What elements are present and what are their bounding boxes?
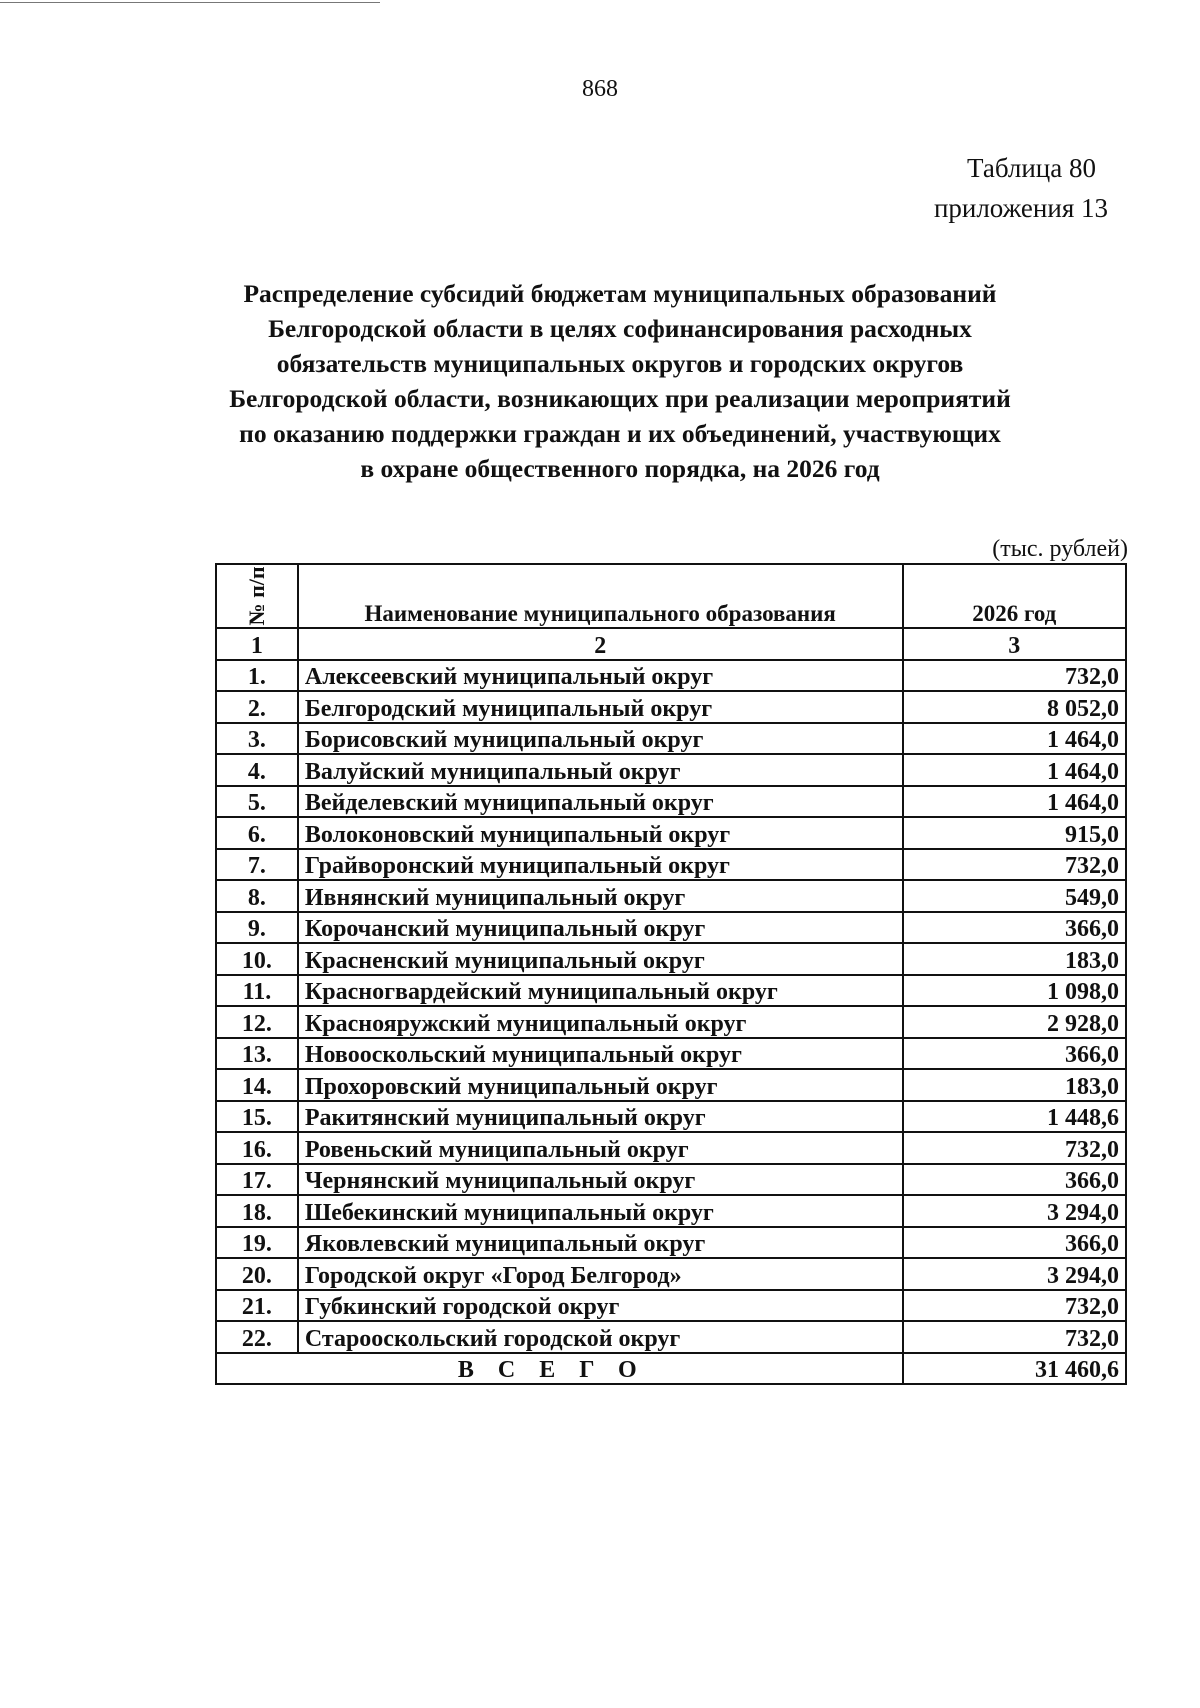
column-index-row — [216, 628, 1126, 660]
row-number: 13. — [216, 1038, 298, 1070]
table-row — [216, 723, 1126, 755]
row-value: 2 928,0 — [903, 1006, 1126, 1038]
total-row — [216, 1353, 1126, 1385]
table-reference-line-1: Таблица 80 — [967, 153, 1096, 183]
table-row — [216, 754, 1126, 786]
row-name: Корочанский муниципальный округ — [298, 912, 903, 944]
row-number: 14. — [216, 1069, 298, 1101]
row-value: 732,0 — [903, 660, 1126, 692]
row-name: Яковлевский муниципальный округ — [298, 1227, 903, 1259]
table-row — [216, 660, 1126, 692]
row-number: 19. — [216, 1227, 298, 1259]
row-value: 1 464,0 — [903, 786, 1126, 818]
scan-edge-line — [0, 2, 380, 3]
row-number: 9. — [216, 912, 298, 944]
row-name: Губкинский городской округ — [298, 1290, 903, 1322]
row-number: 17. — [216, 1164, 298, 1196]
row-name: Красногвардейский муниципальный округ — [298, 975, 903, 1007]
table-row — [216, 849, 1126, 881]
table-row — [216, 1132, 1126, 1164]
row-name: Волоконовский муниципальный округ — [298, 817, 903, 849]
table-row — [216, 786, 1126, 818]
table-row — [216, 1258, 1126, 1290]
header-name: Наименование муниципального образования — [298, 564, 903, 628]
table-header-row — [216, 564, 1126, 628]
row-value: 732,0 — [903, 1290, 1126, 1322]
row-number: 5. — [216, 786, 298, 818]
row-value: 915,0 — [903, 817, 1126, 849]
row-value: 183,0 — [903, 1069, 1126, 1101]
column-index: 2 — [298, 628, 903, 660]
row-name: Ровеньский муниципальный округ — [298, 1132, 903, 1164]
row-value: 3 294,0 — [903, 1195, 1126, 1227]
row-name: Чернянский муниципальный округ — [298, 1164, 903, 1196]
table-row — [216, 817, 1126, 849]
table-row — [216, 1101, 1126, 1133]
row-number: 4. — [216, 754, 298, 786]
table-row — [216, 1069, 1126, 1101]
table-row — [216, 1164, 1126, 1196]
row-value: 1 098,0 — [903, 975, 1126, 1007]
total-value: 31 460,6 — [903, 1353, 1126, 1385]
table-row — [216, 880, 1126, 912]
row-number: 18. — [216, 1195, 298, 1227]
row-name: Новооскольский муниципальный округ — [298, 1038, 903, 1070]
row-name: Грайворонский муниципальный округ — [298, 849, 903, 881]
title-line: в охране общественного порядка, на 2026 год — [360, 454, 880, 483]
table-reference-line-2: приложения 13 — [933, 193, 1108, 223]
title-line: Белгородской области в целях софинансирования расходных — [268, 314, 972, 343]
row-value: 366,0 — [903, 912, 1126, 944]
row-value: 1 464,0 — [903, 723, 1126, 755]
row-value: 732,0 — [903, 849, 1126, 881]
row-value: 183,0 — [903, 943, 1126, 975]
table-row — [216, 943, 1126, 975]
page-number: 868 — [582, 76, 618, 102]
table-row — [216, 975, 1126, 1007]
row-number: 1. — [216, 660, 298, 692]
column-index: 1 — [216, 628, 298, 660]
row-number: 8. — [216, 880, 298, 912]
row-number: 3. — [216, 723, 298, 755]
table-row — [216, 1195, 1126, 1227]
total-label: ВСЕГО — [216, 1353, 903, 1385]
units-note: (тыс. рублей) — [992, 536, 1128, 562]
table-reference — [934, 148, 1108, 228]
row-name: Старооскольский городской округ — [298, 1321, 903, 1353]
row-number: 22. — [216, 1321, 298, 1353]
table-row — [216, 1006, 1126, 1038]
row-number: 6. — [216, 817, 298, 849]
row-name: Белгородский муниципальный округ — [298, 691, 903, 723]
row-name: Ивнянский муниципальный округ — [298, 880, 903, 912]
table-row — [216, 1321, 1126, 1353]
row-value: 8 052,0 — [903, 691, 1126, 723]
row-name: Городской округ «Город Белгород» — [298, 1258, 903, 1290]
row-value: 549,0 — [903, 880, 1126, 912]
row-name: Красненский муниципальный округ — [298, 943, 903, 975]
row-number: 20. — [216, 1258, 298, 1290]
document-title — [120, 276, 1120, 486]
row-number: 21. — [216, 1290, 298, 1322]
row-number: 10. — [216, 943, 298, 975]
title-line: обязательств муниципальных округов и городских округов — [276, 349, 964, 378]
row-name: Шебекинский муниципальный округ — [298, 1195, 903, 1227]
row-number: 11. — [216, 975, 298, 1007]
row-name: Прохоровский муниципальный округ — [298, 1069, 903, 1101]
row-value: 732,0 — [903, 1132, 1126, 1164]
row-name: Борисовский муниципальный округ — [298, 723, 903, 755]
row-number: 12. — [216, 1006, 298, 1038]
row-name: Валуйский муниципальный округ — [298, 754, 903, 786]
row-value: 366,0 — [903, 1164, 1126, 1196]
table-body — [216, 660, 1126, 1353]
row-value: 366,0 — [903, 1227, 1126, 1259]
row-name: Вейделевский муниципальный округ — [298, 786, 903, 818]
row-number: 16. — [216, 1132, 298, 1164]
table-row — [216, 1227, 1126, 1259]
row-name: Краснояружский муниципальный округ — [298, 1006, 903, 1038]
subsidy-table — [215, 563, 1127, 1385]
row-number: 7. — [216, 849, 298, 881]
row-value: 1 464,0 — [903, 754, 1126, 786]
row-number: 2. — [216, 691, 298, 723]
column-index: 3 — [903, 628, 1126, 660]
table-row — [216, 1038, 1126, 1070]
row-number: 15. — [216, 1101, 298, 1133]
row-value: 3 294,0 — [903, 1258, 1126, 1290]
header-year: 2026 год — [903, 564, 1126, 628]
title-line: Распределение субсидий бюджетам муниципальных образований — [243, 279, 997, 308]
row-value: 732,0 — [903, 1321, 1126, 1353]
table-row — [216, 691, 1126, 723]
row-value: 1 448,6 — [903, 1101, 1126, 1133]
header-number-cell — [216, 564, 298, 628]
title-line: Белгородской области, возникающих при реализации мероприятий — [229, 384, 1011, 413]
row-name: Алексеевский муниципальный округ — [298, 660, 903, 692]
table-row — [216, 1290, 1126, 1322]
title-line: по оказанию поддержки граждан и их объединений, участвующих — [239, 419, 1001, 448]
header-number: № п/п — [243, 566, 269, 626]
row-name: Ракитянский муниципальный округ — [298, 1101, 903, 1133]
table-row — [216, 912, 1126, 944]
row-value: 366,0 — [903, 1038, 1126, 1070]
